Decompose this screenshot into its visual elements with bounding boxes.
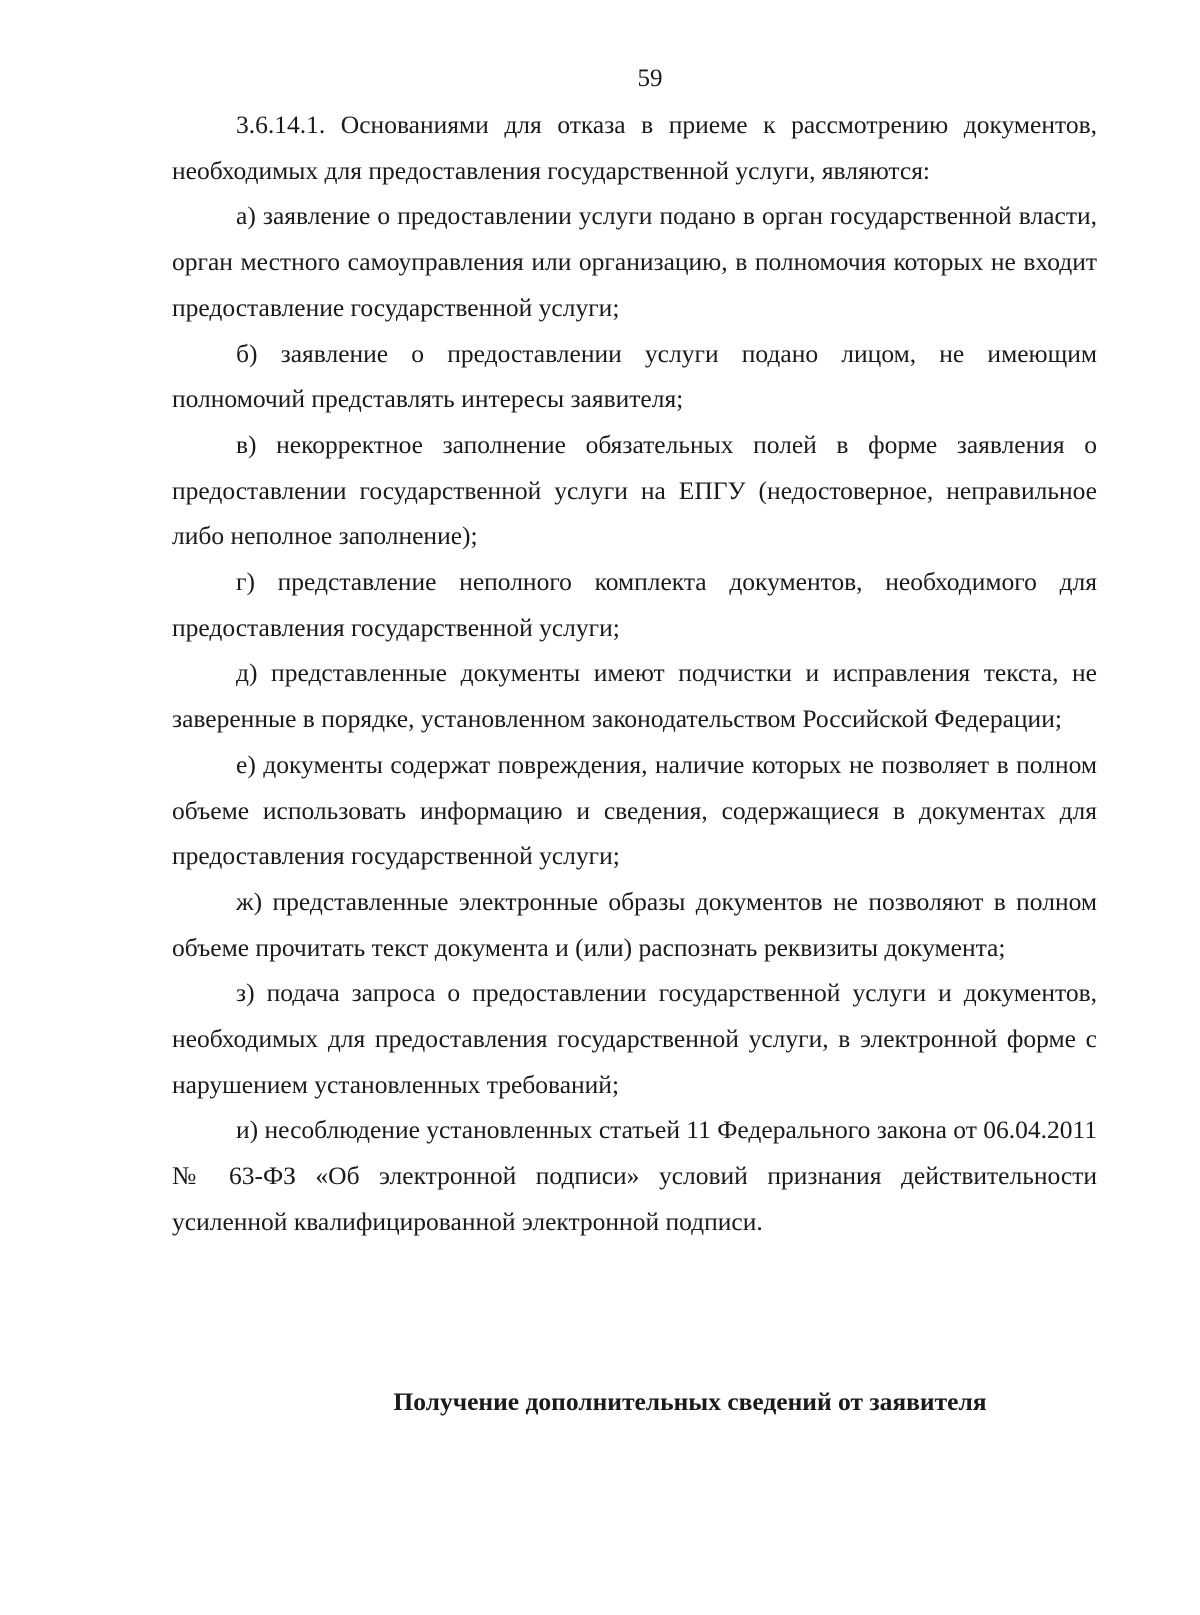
paragraph-item-b: б) заявление о предоставлении услуги подано лицом, не имеющим полномочий представлять интересы заявителя; bbox=[172, 338, 1097, 414]
paragraph-item-g: г) представление неполного комплекта документов, необходимого для предоставления государственной услуги; bbox=[172, 567, 1097, 642]
paragraph-item-i: и) несоблюдение установленных статьей 11 Федерального закона от 06.04.2011 № 63-ФЗ «Об электронной подписи» условий признания действительности усиленной квалифицированной электронной подписи. bbox=[172, 1115, 1098, 1236]
paragraph-item-zh: ж) представленные электронные образы документов не позволяют в полном объеме прочитать текст документа и (или) распознать реквизиты документа; bbox=[172, 886, 1097, 962]
paragraph-item-a: а) заявление о предоставлении услуги подано в орган государственной власти, орган местного самоуправления или организацию, в полномочия которых не входит предоставление государственной услуги; bbox=[172, 201, 1097, 322]
paragraph-item-v: в) некорректное заполнение обязательных полей в форме заявления о предоставлении государственной услуги на ЕПГУ (недостоверное, неправильное либо неполное заполнение); bbox=[172, 429, 1097, 551]
paragraph-item-z: з) подача запроса о предоставлении государственной услуги и документов, необходимых для предоставления государственной услуги, в электронной форме с нарушением установленных требований; bbox=[172, 978, 1097, 1099]
document-body bbox=[172, 102, 1097, 1245]
paragraph-3-6-14-1: 3.6.14.1. Основаниями для отказа в приеме к рассмотрению документов, необходимых для предоставления государственной услуги, являются: bbox=[172, 110, 1097, 185]
paragraph-item-e: е) документы содержат повреждения, наличие которых не позволяет в полном объеме использовать информацию и сведения, содержащиеся в документах для предоставления государственной услуги; bbox=[172, 749, 1097, 871]
paragraph-item-d: д) представленные документы имеют подчистки и исправления текста, не заверенные в порядке, установленном законодательством Российской Федерации; bbox=[172, 658, 1097, 734]
section-heading: Получение дополнительных сведений от заявителя bbox=[393, 1387, 987, 1416]
page-number: 59 bbox=[637, 65, 663, 92]
